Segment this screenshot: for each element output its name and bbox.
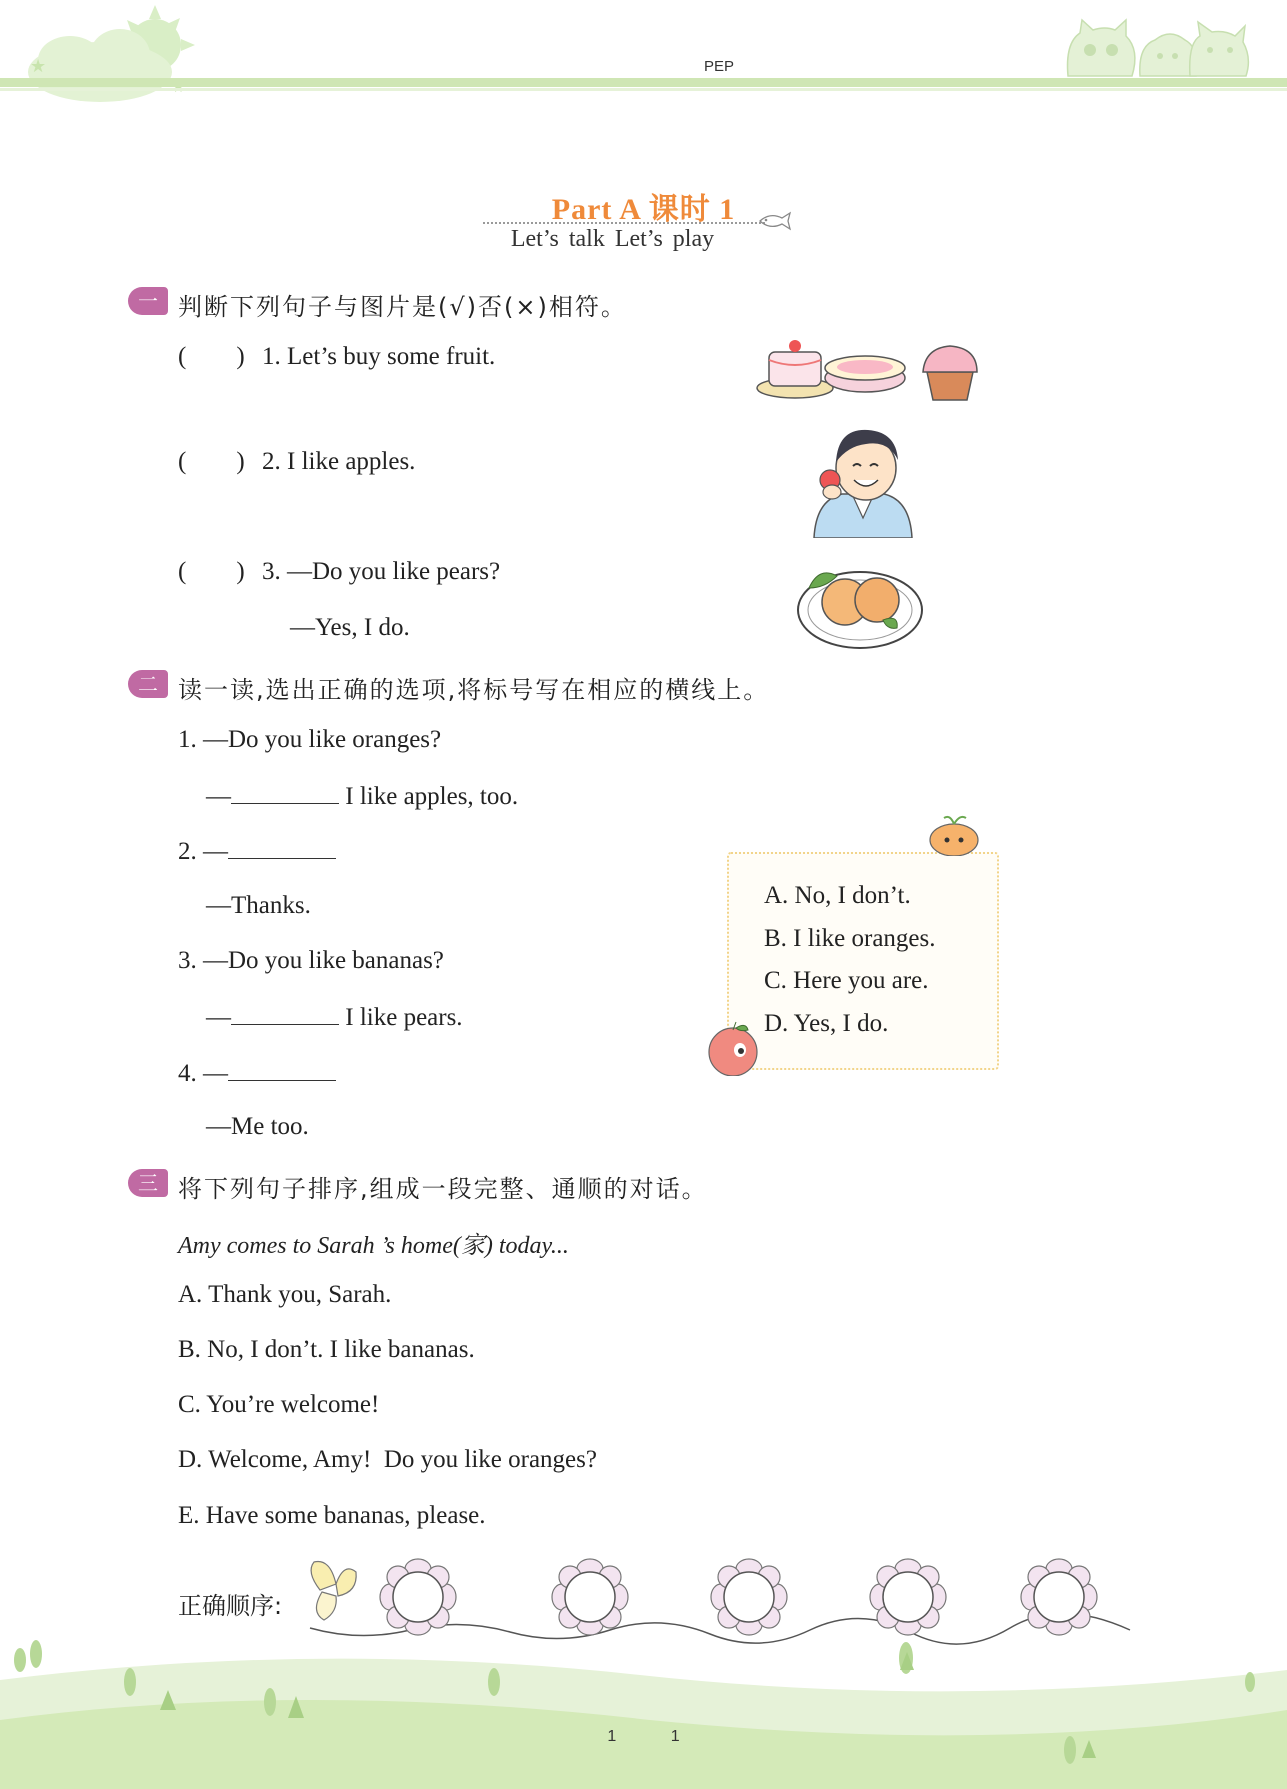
dialogue-context: Amy comes to Sarah ’s home(家) today... [178,1233,569,1259]
option-c: C. Here you are. [764,967,929,994]
sentence-c: C. You’re welcome! [178,1391,380,1418]
section-3-instruction: 将下列句子排序,组成一段完整、通顺的对话。 [178,1175,708,1203]
page-number: 1 1 [607,1728,680,1745]
order-label: 正确顺序: [178,1592,283,1620]
s2-item-1-question: 1. —Do you like oranges? [178,726,442,753]
s2-item-2-answer: —Thanks. [206,892,311,919]
section-1-instruction: 判断下列句子与图片是(√)否(×)相符。 [178,293,627,321]
ground-scenery [0,1640,1287,1789]
s2-item-4-question: 4. — [178,1058,336,1088]
flower-blank-1[interactable] [378,1557,458,1637]
page-title: Part A 课时 1 [551,193,736,226]
s2-item-4-answer: —Me too. [206,1113,309,1140]
flower-blank-2[interactable] [550,1557,630,1637]
s2-item-1-blank[interactable] [231,781,339,804]
brand-label: PEP [704,58,735,75]
apple-character-icon [704,1020,762,1076]
item-3-text: 3. —Do you like pears? [262,558,501,585]
item-1-text: 1. Let’s buy some fruit. [262,343,496,370]
cakes-picture [755,330,985,410]
sentence-e: E. Have some bananas, please. [178,1502,486,1529]
item-2-paren[interactable]: ( ) [178,448,245,475]
header-band [0,78,1287,87]
svg-text:★: ★ [30,56,47,76]
item-3-paren[interactable]: ( ) [178,558,245,585]
boy-apple-picture [808,418,918,538]
s2-item-2-blank[interactable] [228,836,336,859]
item-1-paren[interactable]: ( ) [178,343,245,370]
title-dotted-rule [483,222,765,224]
sentence-a: A. Thank you, Sarah. [178,1281,392,1308]
orange-character-icon [928,812,980,856]
s2-item-4-blank[interactable] [228,1058,336,1081]
oranges-plate-picture [795,558,925,654]
flower-blank-4[interactable] [868,1557,948,1637]
s2-item-3-blank[interactable] [231,1002,339,1025]
sun-cloud-decoration [0,0,210,110]
s2-item-1-answer: — I like apples, too. [206,783,519,810]
s2-item-3-question: 3. —Do you like bananas? [178,947,444,974]
option-a: A. No, I don’t. [764,882,911,909]
sentence-b: B. No, I don’t. I like bananas. [178,1336,475,1363]
item-2-text: 2. I like apples. [262,448,416,475]
option-d: D. Yes, I do. [764,1010,889,1037]
butterfly-icon [311,1561,356,1620]
s2-item-3-answer: — I like pears. [206,1004,463,1031]
page-subtitle: Let’s talk Let’s play [510,226,715,252]
option-b: B. I like oranges. [764,925,936,952]
s2-item-2-question: 2. — [178,836,336,866]
flower-blank-3[interactable] [709,1557,789,1637]
animal-faces-decoration [1060,18,1250,82]
section-3-badge: 三 [128,1169,168,1197]
section-1-badge: 一 [128,287,168,315]
header-band-light [0,88,1287,91]
sentence-d: D. Welcome, Amy! Do you like oranges? [178,1446,597,1473]
section-2-instruction: 读一读,选出正确的选项,将标号写在相应的横线上。 [178,676,770,704]
flower-blank-5[interactable] [1019,1557,1099,1637]
section-2-badge: 二 [128,670,168,698]
item-3-reply: —Yes, I do. [290,614,410,641]
